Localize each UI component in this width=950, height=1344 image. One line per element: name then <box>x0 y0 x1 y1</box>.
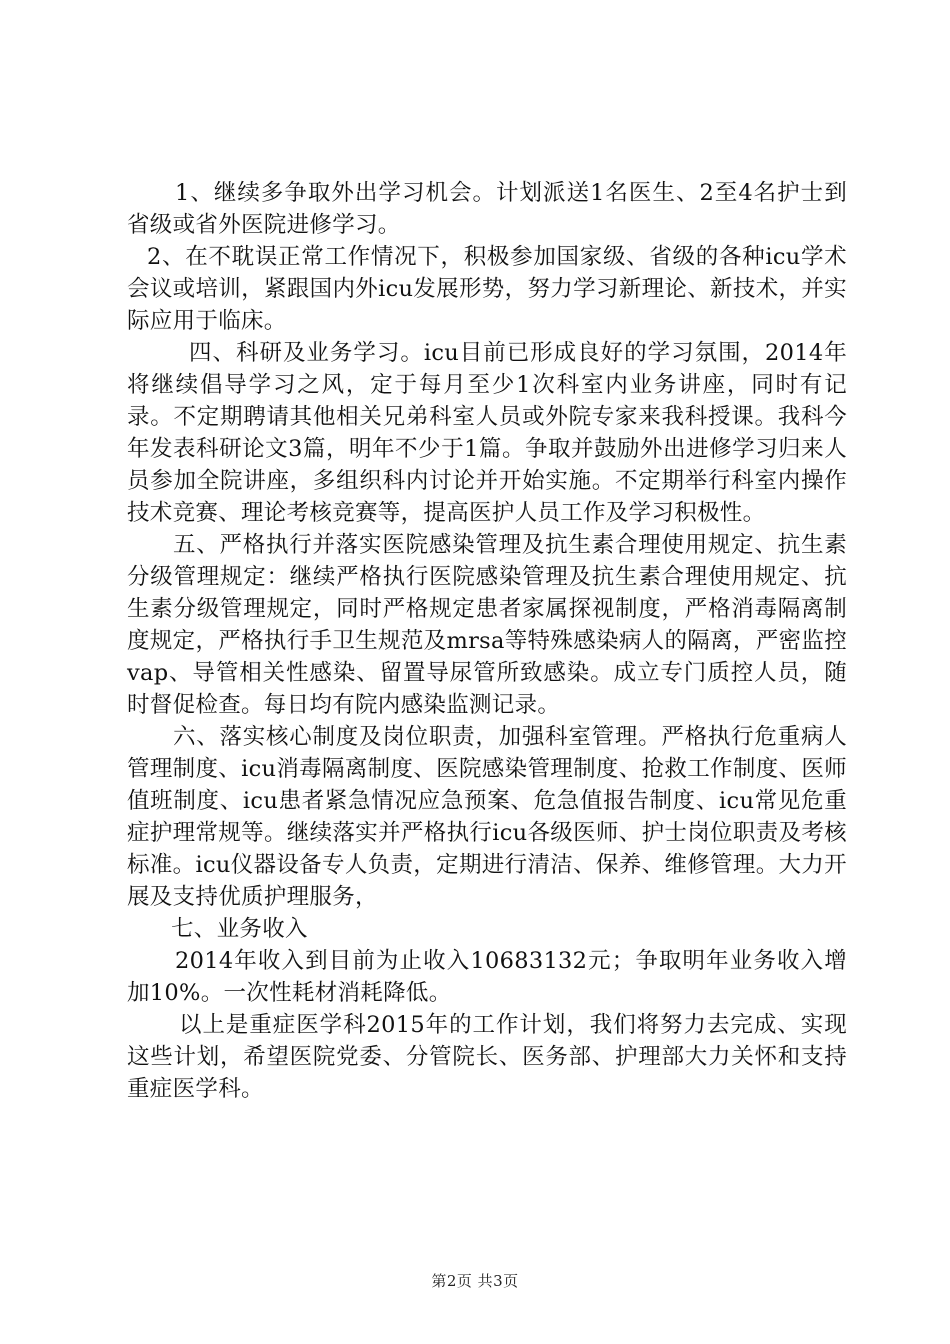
paragraph-revenue-heading: 七、业务收入 <box>171 916 308 942</box>
paragraph-research-learning: 四、科研及业务学习。icu目前已形成良好的学习氛围，2014年将继续倡导学习之风，定于每月至少1次科室内业务讲座，同时有记录。不定期聘请其他相关兄弟科室人员或外院专家来我科授课。我科今年发表科研论文3篇，明年不少于1篇。争取并鼓励外出进修学习归来人员参加全院讲座，多组织科内讨论并开始实施。不定期举行科室内操作技术竞赛、理论考核竞赛等，提高医护人员工作及学习积极性。 <box>127 340 847 526</box>
paragraph-core-systems: 六、落实核心制度及岗位职责，加强科室管理。严格执行危重病人管理制度、icu消毒隔离制度、医院感染管理制度、抢救工作制度、医师值班制度、icu患者紧急情况应急预案、危急值报告制度、icu常见危重症护理常规等。继续落实并严格执行icu各级医师、护士岗位职责及考核标准。icu仪器设备专人负责，定期进行清洁、保养、维修管理。大力开展及支持优质护理服务， <box>127 724 847 910</box>
paragraph-revenue-detail: 2014年收入到目前为止收入10683132元；争取明年业务收入增加10%。一次性耗材消耗降低。 <box>127 948 847 1006</box>
paragraph-study-opportunities: 1、继续多争取外出学习机会。计划派送1名医生、2至4名护士到省级或省外医院进修学习。 <box>127 180 847 238</box>
page-footer: 第2页 共3页 <box>431 1272 519 1290</box>
paragraph-infection-control: 五、严格执行并落实医院感染管理及抗生素合理使用规定、抗生素分级管理规定：继续严格执行医院感染管理及抗生素合理使用规定、抗生素分级管理规定，同时严格规定患者家属探视制度，严格消毒隔离制度规定，严格执行手卫生规范及mrsa等特殊感染病人的隔离，严密监控vap、导管相关性感染、留置导尿管所致感染。成立专门质控人员，随时督促检查。每日均有院内感染监测记录。 <box>127 532 847 718</box>
document-body <box>127 177 847 1105</box>
paragraph-academic-conferences: 2、在不耽误正常工作情况下，积极参加国家级、省级的各种icu学术会议或培训，紧跟国内外icu发展形势，努力学习新理论、新技术，并实际应用于临床。 <box>127 244 847 334</box>
paragraph-conclusion: 以上是重症医学科2015年的工作计划，我们将努力去完成、实现这些计划，希望医院党委、分管院长、医务部、护理部大力关怀和支持重症医学科。 <box>127 1012 847 1102</box>
